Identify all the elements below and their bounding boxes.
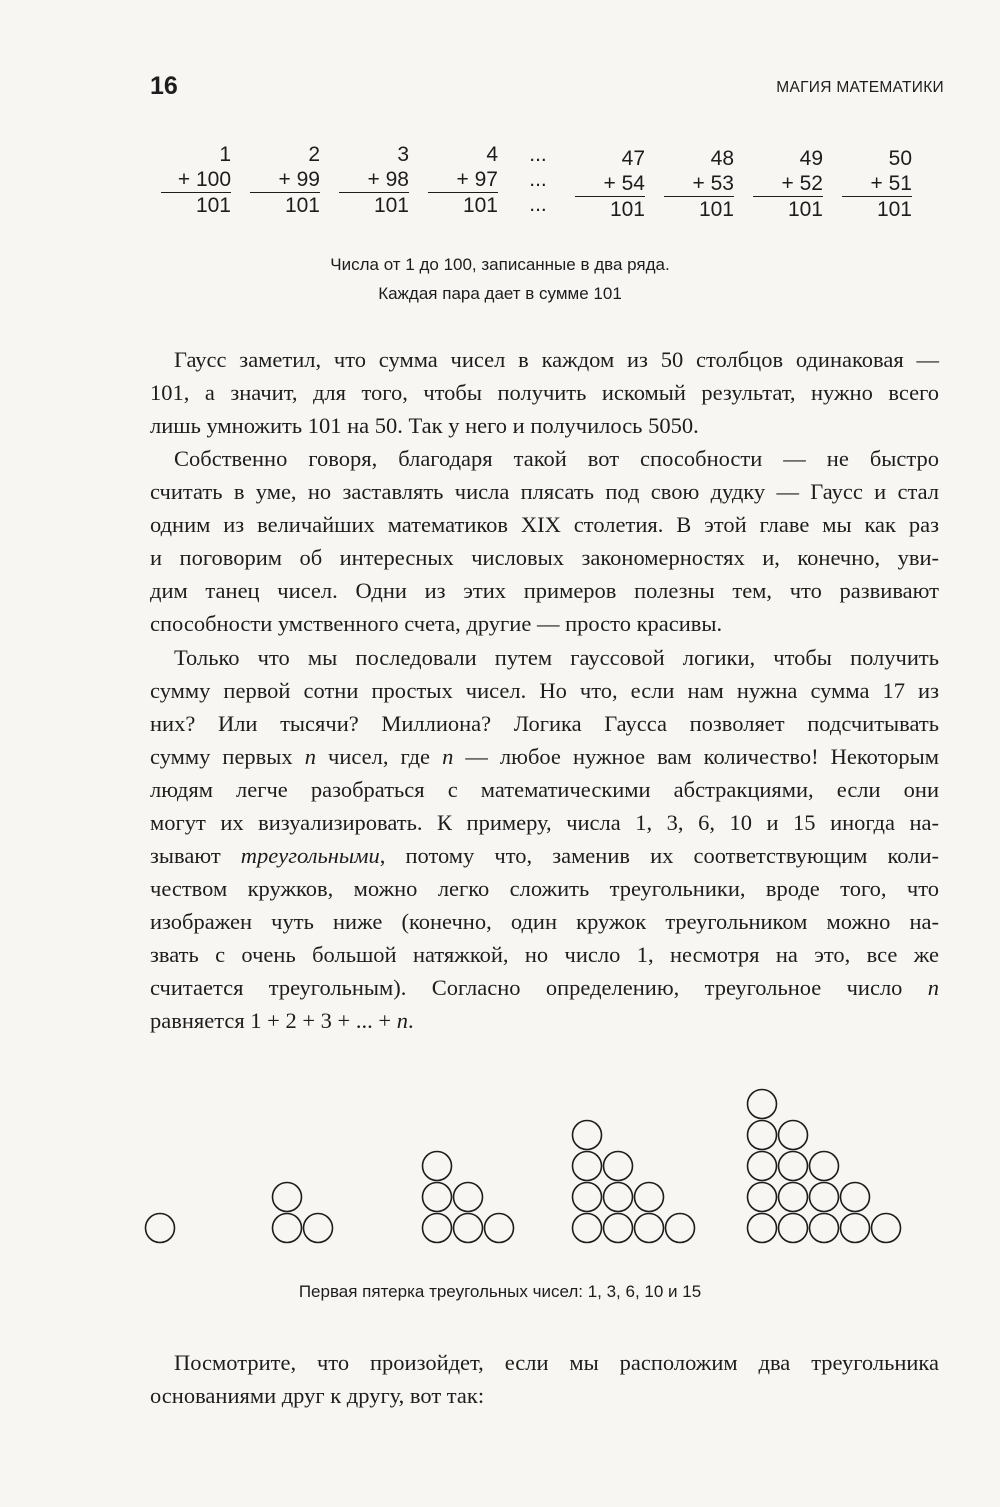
sum-result: 101 (575, 196, 645, 222)
paragraph (150, 343, 939, 442)
text-line (150, 1004, 939, 1037)
sum-result: 101 (250, 192, 320, 218)
sum-top: 50 (888, 147, 912, 170)
sum-bottom: + 54 (603, 172, 645, 195)
text-line (150, 971, 939, 1004)
sum-result: 101 (664, 196, 734, 222)
italic-term: треугольными (240, 843, 380, 868)
sum-top: 4 (486, 143, 498, 166)
dot (748, 1183, 777, 1212)
sum-result: 101 (842, 196, 912, 222)
ellipsis-column (523, 142, 553, 217)
ellipsis: ... (529, 168, 547, 191)
sum-result: 101 (339, 192, 409, 218)
sum-bottom: + 97 (456, 168, 498, 191)
ellipsis: ... (529, 143, 547, 166)
sum-column (333, 142, 409, 218)
text-line: и поговорим об интересных числовых закономерностях и, конечно, уви- (150, 545, 939, 570)
sum-bottom: + 99 (278, 168, 320, 191)
dot (304, 1214, 333, 1243)
text-line (150, 740, 939, 773)
text-line: чеством кружков, можно легко сложить треугольники, вроде того, что (150, 876, 939, 901)
sum-column (747, 146, 823, 222)
triangular-numbers-figure (0, 1080, 1000, 1260)
dot (573, 1152, 602, 1181)
dot (748, 1152, 777, 1181)
sum-result: 101 (161, 192, 231, 218)
sum-bottom: + 53 (692, 172, 734, 195)
text-line (150, 839, 939, 872)
sum-top: 2 (308, 143, 320, 166)
dot (841, 1214, 870, 1243)
sum-bottom: + 100 (177, 168, 231, 191)
text-run: считается треугольным). Согласно определению, треугольное число (150, 975, 928, 1000)
text-line: могут их визуализировать. К примеру, числа 1, 3, 6, 10 и 15 иногда на- (150, 810, 939, 835)
dot (810, 1183, 839, 1212)
sum-top: 3 (397, 143, 409, 166)
dot (748, 1121, 777, 1150)
figure-caption (0, 250, 1000, 308)
variable-n: n (927, 975, 939, 1000)
paragraph (150, 442, 939, 640)
dot (841, 1183, 870, 1212)
dot (273, 1183, 302, 1212)
dot (573, 1121, 602, 1150)
dot (423, 1183, 452, 1212)
dot (423, 1152, 452, 1181)
text-line: Собственно говоря, благодаря такой вот способности — не быстро (174, 446, 939, 471)
dot (872, 1214, 901, 1243)
dot (748, 1090, 777, 1119)
text-run: , потому что, заменив их соответствующим коли- (379, 843, 939, 868)
triangle-group (573, 1121, 695, 1243)
dot (779, 1121, 808, 1150)
text-line: дим танец чисел. Одни из этих примеров полезны тем, что развивают (150, 578, 939, 603)
sum-result: 101 (428, 192, 498, 218)
dot (573, 1214, 602, 1243)
text-line: них? Или тысячи? Миллиона? Логика Гаусса позволяет подсчитывать (150, 711, 939, 736)
sum-bottom: + 98 (367, 168, 409, 191)
sum-top: 49 (799, 147, 823, 170)
sum-top: 48 (710, 147, 734, 170)
sum-top: 1 (219, 143, 231, 166)
sum-top: 47 (621, 147, 645, 170)
sum-bottom: + 52 (781, 172, 823, 195)
dot (810, 1152, 839, 1181)
variable-n: n (396, 1008, 408, 1033)
text-run: сумму первых (150, 744, 305, 769)
text-line: сумму первой сотни простых чисел. Но что, если нам нужна сумма 17 из (150, 678, 939, 703)
text-line: считать в уме, но заставлять числа плясать под свою дудку — Гаусс и стал (150, 479, 939, 504)
text-line: 101, а значит, для того, чтобы получить искомый результат, нужно всего (150, 380, 939, 405)
dot (779, 1214, 808, 1243)
text-run: — любое нужное вам количество! Некоторым (453, 744, 939, 769)
sum-column (658, 146, 734, 222)
text-line: звать с очень большой натяжкой, но число 1, несмотря на это, все же (150, 942, 939, 967)
dot (666, 1214, 695, 1243)
sum-column (836, 146, 912, 222)
sum-column (422, 142, 498, 218)
text-line: Только что мы последовали путем гауссовой логики, чтобы получить (174, 645, 939, 670)
text-run: зывают (150, 843, 241, 868)
text-line: людям легче разобраться с математическими абстракциями, если они (150, 777, 939, 802)
running-head: МАГИЯ МАТЕМАТИКИ (776, 79, 944, 96)
sum-result: 101 (753, 196, 823, 222)
dot (779, 1183, 808, 1212)
caption-line: Числа от 1 до 100, записанные в два ряда. (330, 255, 670, 274)
dot (454, 1214, 483, 1243)
paragraph (150, 1346, 939, 1412)
text-run: равняется 1 + 2 + 3 + ... + (150, 1008, 397, 1033)
text-line: способности умственного счета, другие — просто красивы. (150, 611, 723, 636)
dot (635, 1183, 664, 1212)
variable-n: n (442, 744, 454, 769)
dot (779, 1152, 808, 1181)
dot (573, 1183, 602, 1212)
text-line: изображен чуть ниже (конечно, один кружок треугольником можно на- (150, 909, 939, 934)
text-line: Гаусс заметил, что сумма чисел в каждом из 50 столбцов одинаковая — (174, 347, 939, 372)
dot (604, 1214, 633, 1243)
text-run: чисел, где (315, 744, 443, 769)
dot (485, 1214, 514, 1243)
dot (748, 1214, 777, 1243)
triangle-group (748, 1090, 901, 1243)
text-run: . (407, 1008, 414, 1033)
text-line: основаниями друг к другу, вот так: (150, 1383, 485, 1408)
variable-n: n (304, 744, 316, 769)
dot (146, 1214, 175, 1243)
page-number: 16 (150, 72, 178, 100)
caption-line: Каждая пара дает в сумме 101 (378, 284, 622, 303)
dot (604, 1183, 633, 1212)
dot (273, 1214, 302, 1243)
dot (454, 1183, 483, 1212)
text-line: Посмотрите, что произойдет, если мы расположим два треугольника (174, 1350, 939, 1375)
dot (604, 1152, 633, 1181)
sum-column (244, 142, 320, 218)
sum-column (569, 146, 645, 222)
dot (423, 1214, 452, 1243)
figure-caption: Первая пятерка треугольных чисел: 1, 3, 6, 10 и 15 (298, 1282, 702, 1301)
triangle-group (423, 1152, 514, 1243)
text-line: лишь умножить 101 на 50. Так у него и получилось 5050. (150, 413, 699, 438)
triangle-group (146, 1214, 175, 1243)
triangle-group (273, 1183, 333, 1243)
paragraph (150, 641, 939, 1037)
dot (635, 1214, 664, 1243)
sum-column (155, 142, 231, 218)
text-line: одним из величайших математиков XIX столетия. В этой главе мы как раз (150, 512, 939, 537)
dot (810, 1214, 839, 1243)
ellipsis: ... (529, 193, 547, 216)
sum-bottom: + 51 (870, 172, 912, 195)
